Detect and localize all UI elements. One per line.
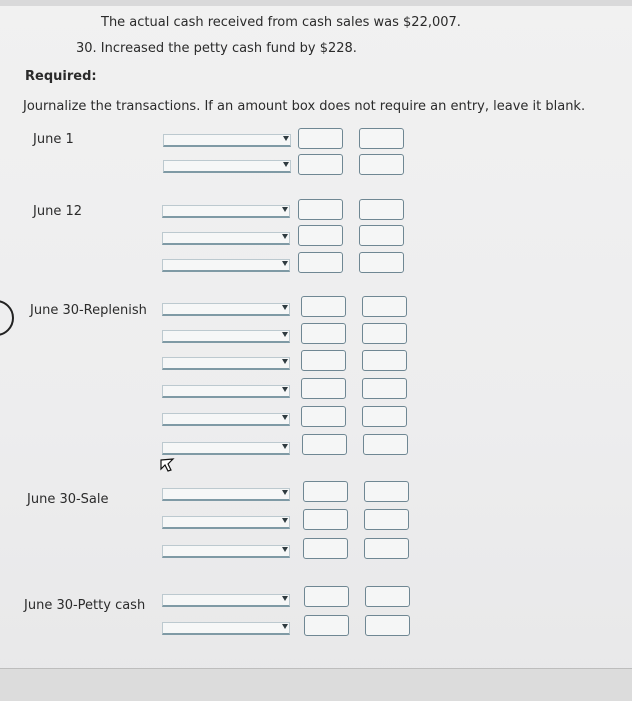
chevron-down-icon [282,547,288,552]
bottom-divider [0,668,632,701]
credit-amount-input[interactable] [359,252,404,273]
date-label-june-12: June 12 [33,204,82,219]
chevron-down-icon [283,136,289,141]
credit-amount-input[interactable] [363,434,408,455]
chevron-down-icon [282,261,288,266]
debit-amount-input[interactable] [301,350,346,371]
account-dropdown[interactable] [162,516,290,529]
account-dropdown[interactable] [163,160,291,173]
date-label-june-30-sale: June 30-Sale [27,492,109,507]
date-label-june-30-replenish: June 30-Replenish [30,303,147,318]
debit-amount-input[interactable] [301,378,346,399]
chevron-down-icon [283,162,289,167]
debit-amount-input[interactable] [298,154,343,175]
credit-amount-input[interactable] [365,586,410,607]
chevron-down-icon [282,596,288,601]
credit-amount-input[interactable] [364,481,409,502]
credit-amount-input[interactable] [362,378,407,399]
debit-amount-input[interactable] [303,509,348,530]
debit-amount-input[interactable] [301,296,346,317]
account-dropdown[interactable] [162,303,290,316]
credit-amount-input[interactable] [364,509,409,530]
account-dropdown[interactable] [162,488,290,501]
credit-amount-input[interactable] [364,538,409,559]
credit-amount-input[interactable] [359,128,404,149]
date-label-june-30-petty-cash: June 30-Petty cash [24,598,146,613]
account-dropdown[interactable] [162,259,290,272]
debit-amount-input[interactable] [298,199,343,220]
credit-amount-input[interactable] [362,406,407,427]
debit-amount-input[interactable] [298,128,343,149]
account-dropdown[interactable] [162,330,290,343]
circle-edge [0,300,14,336]
credit-amount-input[interactable] [359,199,404,220]
chevron-down-icon [282,624,288,629]
chevron-down-icon [282,305,288,310]
chevron-down-icon [282,387,288,392]
chevron-down-icon [282,207,288,212]
account-dropdown[interactable] [162,357,290,370]
account-dropdown[interactable] [163,134,291,147]
mouse-cursor-icon [160,458,176,472]
intro-line-1: The actual cash received from cash sales was $22,007. [101,15,461,30]
account-dropdown[interactable] [162,232,290,245]
account-dropdown[interactable] [162,622,290,635]
account-dropdown[interactable] [162,413,290,426]
chevron-down-icon [282,332,288,337]
credit-amount-input[interactable] [359,225,404,246]
chevron-down-icon [282,234,288,239]
top-divider [0,0,632,6]
intro-line-2: 30. Increased the petty cash fund by $228. [76,41,357,56]
debit-amount-input[interactable] [298,225,343,246]
chevron-down-icon [282,518,288,523]
account-dropdown[interactable] [162,385,290,398]
chevron-down-icon [282,490,288,495]
account-dropdown[interactable] [162,594,290,607]
credit-amount-input[interactable] [362,350,407,371]
instructions: Journalize the transactions. If an amount box does not require an entry, leave it blank. [23,99,586,114]
debit-amount-input[interactable] [301,323,346,344]
debit-amount-input[interactable] [302,434,347,455]
debit-amount-input[interactable] [303,538,348,559]
debit-amount-input[interactable] [298,252,343,273]
debit-amount-input[interactable] [304,586,349,607]
credit-amount-input[interactable] [365,615,410,636]
account-dropdown[interactable] [162,205,290,218]
debit-amount-input[interactable] [304,615,349,636]
debit-amount-input[interactable] [303,481,348,502]
required-label: Required: [25,69,97,84]
credit-amount-input[interactable] [359,154,404,175]
account-dropdown[interactable] [162,442,290,455]
chevron-down-icon [282,444,288,449]
credit-amount-input[interactable] [362,323,407,344]
chevron-down-icon [282,359,288,364]
date-label-june-1: June 1 [33,132,74,147]
account-dropdown[interactable] [162,545,290,558]
debit-amount-input[interactable] [301,406,346,427]
credit-amount-input[interactable] [362,296,407,317]
chevron-down-icon [282,415,288,420]
